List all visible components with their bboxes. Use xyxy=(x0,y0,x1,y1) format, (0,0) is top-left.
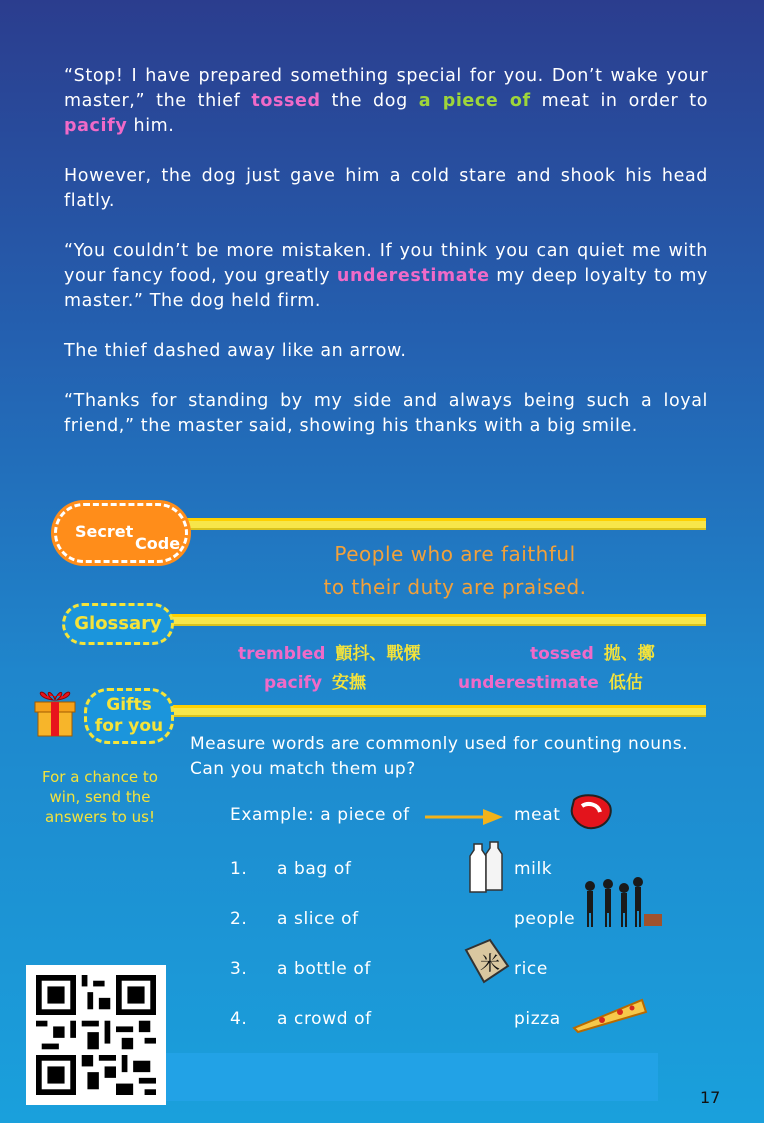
glossary-band xyxy=(170,614,706,626)
item-number: 4. xyxy=(230,1009,248,1029)
story-paragraph-3 xyxy=(64,239,708,314)
arrow-right-icon xyxy=(425,807,503,827)
measure-word: a crowd of xyxy=(277,1009,372,1029)
secret-code-line-1: People who are faithful xyxy=(334,542,576,566)
footer-bar xyxy=(166,1053,658,1101)
page-number: 17 xyxy=(700,1088,721,1107)
pizza-slice-icon xyxy=(572,998,648,1034)
qr-code-icon xyxy=(36,975,156,1095)
measure-word: a slice of xyxy=(277,909,359,929)
rice-bag-icon xyxy=(460,936,512,988)
glossary-item xyxy=(264,668,366,693)
item-number: 3. xyxy=(230,959,248,979)
gifts-badge xyxy=(84,688,174,744)
secret-code-message xyxy=(262,538,648,604)
noun-answer: milk xyxy=(514,859,553,879)
noun-answer: pizza xyxy=(514,1009,561,1029)
qr-code[interactable] xyxy=(26,965,166,1105)
story-text-run: “Stop! I have prepared something special for you. Don’t wake your master,” the thief xyxy=(64,66,708,111)
example-label: Example: a piece of xyxy=(230,805,410,825)
glossary-term: underestimate xyxy=(458,673,599,693)
svg-text:米: 米 xyxy=(480,951,500,975)
story-paragraph-1 xyxy=(64,64,708,139)
crowd-of-people-icon xyxy=(578,876,664,932)
item-number: 2. xyxy=(230,909,248,929)
measure-word: a bag of xyxy=(277,859,352,879)
story-paragraph-5: “Thanks for standing by my side and always being such a loyal friend,” the master said, showing his thanks with a big smile. xyxy=(64,391,708,436)
glossary-term: pacify xyxy=(264,673,323,693)
milk-bottles-icon xyxy=(466,840,506,894)
glossary-item xyxy=(530,639,655,664)
glossary-translation: 顫抖、戰慄 xyxy=(335,644,421,664)
story-paragraph-2: However, the dog just gave him a cold stare and shook his head flatly. xyxy=(64,166,708,211)
measure-word: a bottle of xyxy=(277,959,371,979)
glossary-badge: Glossary xyxy=(62,603,174,645)
gifts-label-2: for you xyxy=(94,716,164,736)
glossary-item xyxy=(458,668,643,693)
secret-code-label-2: Code xyxy=(135,534,181,553)
example-answer: meat xyxy=(514,805,561,825)
secret-code-line-2: to their duty are praised. xyxy=(323,575,587,599)
story-paragraph-4: The thief dashed away like an arrow. xyxy=(64,341,407,361)
story-text-run: the dog xyxy=(320,91,419,111)
story-text-run: “You couldn’t be more mistaken. If you think you can quiet me with your fancy food, you greatly xyxy=(64,241,708,286)
story-text-run: my deep loyalty to my master.” The dog held firm. xyxy=(64,266,708,311)
highlight-underestimate: underestimate xyxy=(336,266,490,286)
highlight-tossed: tossed xyxy=(251,91,321,111)
glossary-term: tossed xyxy=(530,644,594,664)
gift-box-icon xyxy=(33,686,77,738)
secret-code-badge xyxy=(54,503,188,563)
steak-icon xyxy=(568,792,614,832)
glossary-translation: 低估 xyxy=(608,673,643,693)
secret-code-label-1: Secret xyxy=(75,522,134,541)
story-text-run: meat in order to xyxy=(530,91,708,111)
glossary-term: trembled xyxy=(238,644,326,664)
gifts-label-1: Gifts xyxy=(106,695,152,715)
glossary-translation: 拋、擲 xyxy=(603,644,655,664)
chance-to-win-note: For a chance to win, send the answers to us! xyxy=(42,768,158,826)
gifts-band xyxy=(170,705,706,717)
glossary-item xyxy=(238,639,420,664)
story-text xyxy=(64,64,708,464)
noun-answer: rice xyxy=(514,959,548,979)
item-number: 1. xyxy=(230,859,248,879)
quiz-intro: Measure words are commonly used for counting nouns. Can you match them up? xyxy=(190,734,689,779)
glossary-translation: 安撫 xyxy=(332,673,367,693)
highlight-pacify: pacify xyxy=(64,116,128,136)
highlight-a-piece-of: a piece of xyxy=(418,91,531,111)
story-text-run: him. xyxy=(127,116,175,136)
noun-answer: people xyxy=(514,909,576,929)
secret-code-band xyxy=(170,518,706,530)
